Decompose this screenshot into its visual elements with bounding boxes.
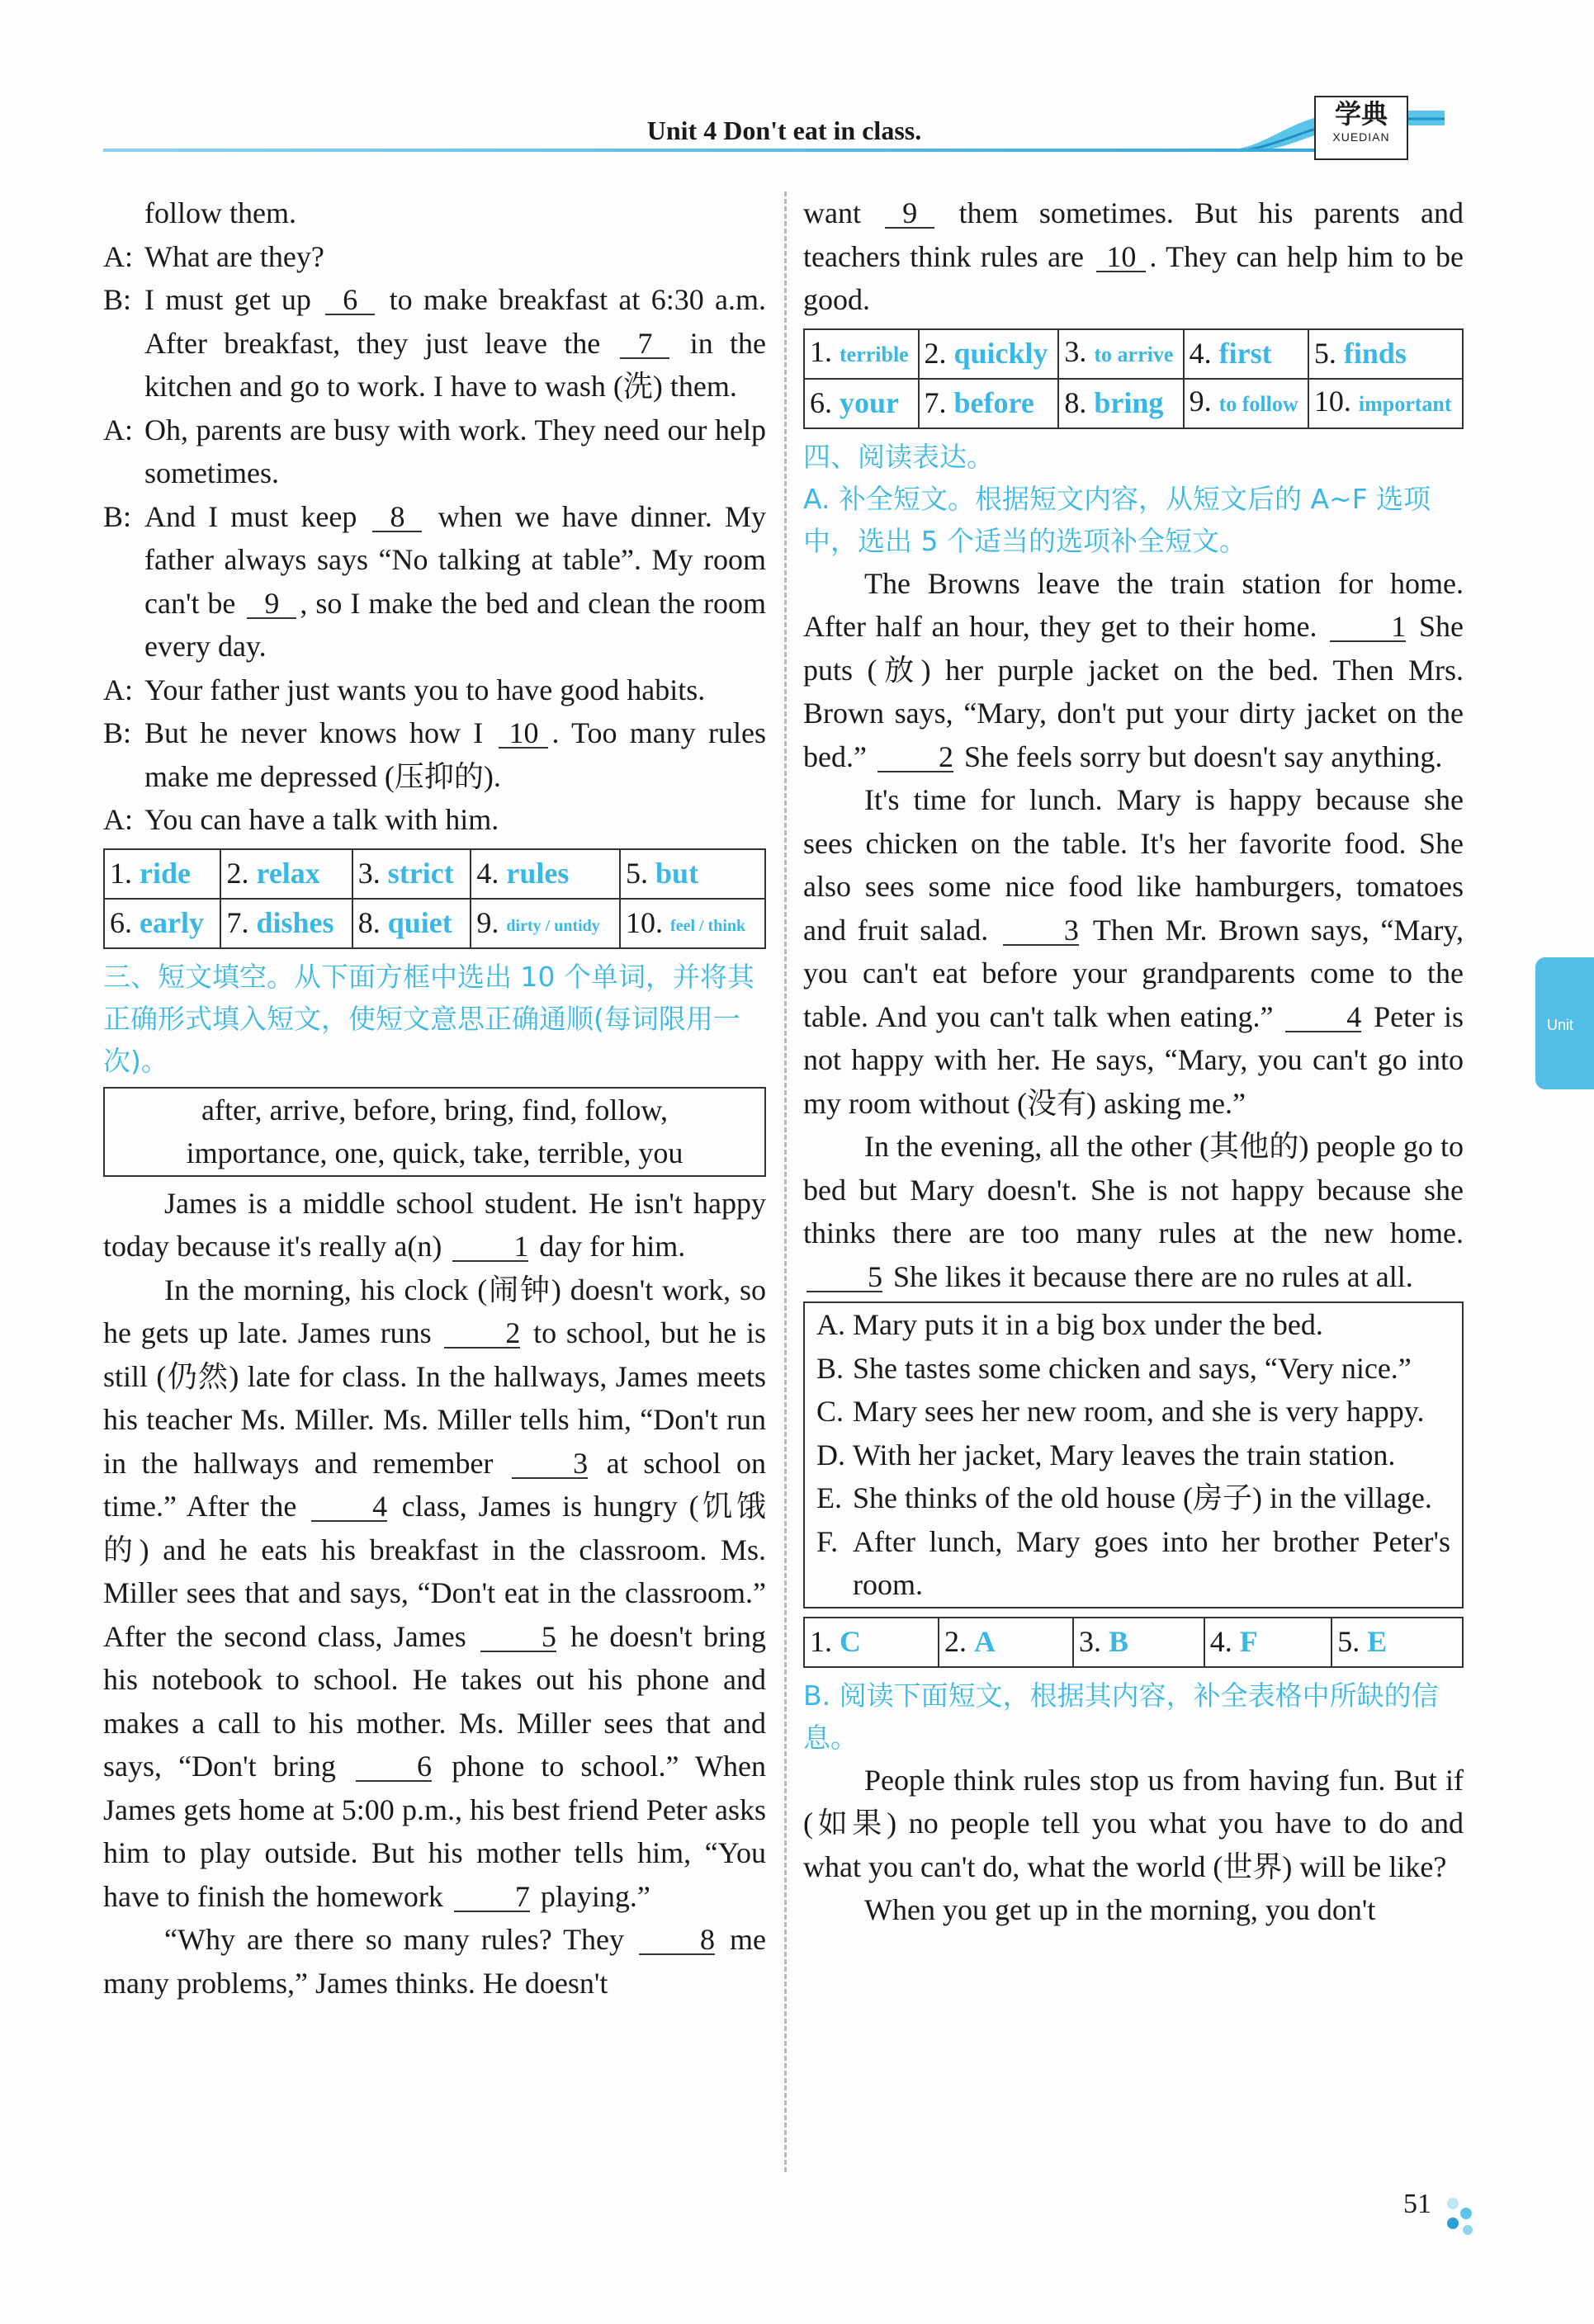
logo-cn-text: 学典 — [1334, 98, 1388, 130]
dialog-line — [103, 191, 766, 235]
answer-value: terrible — [840, 342, 909, 367]
answer-cell — [1308, 379, 1463, 428]
text-run: when we have dinner. My father always says “No talking at table”. My room can't be — [144, 499, 766, 620]
answer-value: relax — [256, 857, 320, 890]
answer-blank[interactable]: 9 — [885, 199, 934, 229]
answer-value: early — [140, 906, 204, 940]
text-run: I must get up — [144, 283, 323, 316]
text-run: in the kitchen and go to work. I have to wash (洗) them. — [144, 326, 767, 403]
dialog-text — [144, 668, 766, 712]
text-run: playing.” — [532, 1879, 650, 1913]
answer-value: quickly — [953, 337, 1048, 371]
answer-row — [804, 379, 1463, 428]
text-run: James is a middle school student. He isn't happy today because it's really a(n) — [103, 1186, 766, 1263]
text-run: he doesn't bring his notebook to school. He takes out his phone and makes a call to his mother. Ms. Miller sees that and says, “Don't bring — [103, 1619, 766, 1783]
passage-paragraph — [103, 1918, 766, 2005]
answer-number: 2. — [924, 337, 954, 371]
answer-blank[interactable]: 5 — [806, 1263, 882, 1292]
dialog-text — [144, 191, 766, 235]
passage-paragraph — [803, 562, 1464, 779]
text-run: phone to school.” When James gets home at 5:00 p.m., his best friend Peter asks him to play outside. But his mother tells him, “You have to finish the homework — [103, 1750, 767, 1913]
text-run: . Too many rules make me depressed (压抑的). — [144, 716, 766, 793]
answer-value: ride — [140, 857, 191, 890]
answer-blank[interactable]: 1 — [1330, 612, 1406, 642]
text-run: What are they? — [144, 239, 324, 273]
answer-number: 5. — [1313, 337, 1344, 371]
answer-number: 9. — [476, 906, 507, 940]
answer-value: to follow — [1218, 392, 1298, 417]
right-column — [803, 191, 1464, 1932]
option-item — [816, 1347, 1450, 1391]
passageB-paragraph: People think rules stop us from having fun. But if (如果) no people tell you what you have to do and what you can't do, what the world (世界) will be like? — [803, 1763, 1464, 1883]
answer-number: 5. — [1337, 1625, 1368, 1659]
answer-cell — [620, 849, 765, 899]
answer-value: quiet — [387, 906, 452, 940]
answer-cell — [471, 899, 620, 948]
answer-cell — [220, 899, 352, 948]
answer-cell — [1204, 1618, 1331, 1667]
answer-cell — [471, 849, 620, 899]
text-run: Peter is not happy with her. He says, “Mary, you can't go into my room without (没有) asking me.” — [803, 999, 1464, 1120]
answer-cell — [1073, 1618, 1204, 1667]
answer-number: 2. — [226, 857, 257, 890]
answer-cell — [620, 899, 765, 948]
text-run: “Why are there so many rules? They — [164, 1923, 636, 1956]
answer-blank[interactable]: 3 — [512, 1449, 588, 1479]
option-text: She thinks of the old house (房子) in the village. — [853, 1481, 1432, 1514]
unit-side-tab[interactable] — [1535, 957, 1594, 1089]
answer-number: 5. — [626, 857, 656, 890]
dialog-line — [103, 235, 766, 279]
dialog-text — [144, 235, 766, 279]
dialog-speaker: B: — [103, 499, 132, 533]
option-item — [816, 1390, 1450, 1434]
option-item — [816, 1434, 1450, 1477]
answer-value: your — [840, 386, 899, 420]
answer-blank[interactable]: 9 — [247, 589, 296, 619]
dialog-line — [103, 495, 766, 668]
dialog-text — [144, 798, 766, 842]
answer-blank[interactable]: 5 — [480, 1623, 556, 1652]
answer-blank[interactable]: 4 — [311, 1492, 387, 1522]
answer-number: 6. — [110, 906, 140, 940]
answer-value: E — [1367, 1625, 1388, 1659]
text-run: The Browns leave the train station for home. After half an hour, they get to their home. — [803, 566, 1464, 643]
answer-value: feel / think — [670, 916, 746, 935]
option-text: She tastes some chicken and says, “Very nice.” — [853, 1351, 1412, 1385]
text-run: me many problems,” James thinks. He doesn't — [103, 1923, 766, 2000]
text-run: And I must keep — [144, 499, 370, 533]
passage-section4A — [803, 562, 1464, 1299]
answer-cell — [1058, 329, 1183, 379]
dialog-speaker: A: — [103, 673, 133, 706]
answer-blank[interactable]: 3 — [1003, 916, 1079, 946]
answer-cell — [1308, 329, 1463, 379]
dialog-line — [103, 409, 766, 495]
answer-blank[interactable]: 6 — [356, 1752, 432, 1782]
answer-value: important — [1358, 392, 1452, 417]
page-number: 51 — [1403, 2189, 1431, 2219]
answer-cell — [804, 1618, 939, 1667]
word-box — [103, 1087, 766, 1177]
answer-blank[interactable]: 2 — [444, 1319, 520, 1349]
passage-paragraph — [103, 1182, 766, 1268]
option-letter: E. — [816, 1481, 842, 1514]
answer-number: 4. — [476, 857, 507, 890]
answer-number: 6. — [810, 386, 840, 420]
text-run: . They can help him to be good. — [803, 239, 1464, 316]
passage-paragraph — [803, 778, 1464, 1125]
publisher-logo — [1314, 96, 1408, 160]
text-run: In the evening, all the other (其他的) people go to bed but Mary doesn't. She is not happy because she thinks there are too many rules at the new home. — [803, 1130, 1464, 1249]
answer-blank[interactable]: 7 — [454, 1882, 530, 1912]
answer-value: dirty / untidy — [506, 916, 600, 935]
dialog-line — [103, 711, 766, 798]
answer-cell — [104, 849, 220, 899]
option-letter: F. — [816, 1524, 839, 1558]
answer-cell — [352, 899, 471, 948]
answer-cell — [939, 1618, 1073, 1667]
dialog-speaker: B: — [103, 716, 132, 749]
text-run: It's time for lunch. Mary is happy because she sees chicken on the table. It's her favorite food. She also sees some nice food like hamburgers, tomatoes and fruit salad. — [803, 783, 1464, 947]
answer-cell — [1331, 1618, 1463, 1667]
text-run: You can have a talk with him. — [144, 803, 499, 836]
page-dots-decoration — [1436, 2195, 1486, 2237]
answer-blank[interactable]: 1 — [452, 1232, 528, 1262]
answer-value: A — [974, 1625, 996, 1659]
answer-table-section2 — [103, 848, 766, 949]
answer-value: B — [1109, 1625, 1129, 1659]
dialog-line — [103, 278, 766, 409]
dialog-text — [144, 278, 766, 409]
passage-section3 — [103, 1182, 766, 2005]
unit-side-tab-label: Unit — [1547, 1017, 1574, 1033]
dialog-line — [103, 668, 766, 712]
dialog-text — [144, 495, 766, 668]
logo-en-text: XUEDIAN — [1332, 130, 1390, 144]
passage-paragraph — [103, 1268, 766, 1919]
word-box-line: after, arrive, before, bring, find, follow, — [201, 1093, 668, 1127]
answer-cell — [804, 379, 919, 428]
page-title: Unit 4 Don't eat in class. — [646, 116, 922, 145]
dialog-speaker: A: — [103, 239, 133, 273]
dialog-speaker: A: — [103, 413, 133, 446]
answer-cell — [919, 329, 1059, 379]
answer-blank[interactable]: 8 — [639, 1925, 715, 1955]
answer-blank[interactable]: 10 — [1096, 243, 1146, 272]
option-item — [816, 1520, 1450, 1607]
text-run: Oh, parents are busy with work. They need our help sometimes. — [144, 413, 766, 489]
answer-blank[interactable]: 10 — [499, 719, 548, 749]
answer-row — [804, 1618, 1463, 1667]
option-item — [816, 1476, 1450, 1520]
dialog-speaker: A: — [103, 803, 133, 836]
answer-number: 2. — [944, 1625, 975, 1659]
option-letter: A. — [816, 1308, 845, 1341]
answer-number: 3. — [1079, 1625, 1109, 1659]
text-run: Then Mr. Brown says, “Mary, you can't eat before your grandparents come to the table. And you can't talk when eating.” — [803, 913, 1464, 1033]
text-run: She feels sorry but doesn't say anything. — [956, 739, 1443, 773]
word-box-line: importance, one, quick, take, terrible, you — [186, 1136, 683, 1169]
answer-value: dishes — [256, 906, 334, 940]
answer-number: 1. — [110, 857, 140, 890]
dialog-speaker: B: — [103, 283, 132, 316]
answer-number: 10. — [626, 906, 671, 940]
text-run: Your father just wants you to have good habits. — [144, 673, 706, 706]
option-text: After lunch, Mary goes into her brother Peter's room. — [853, 1524, 1450, 1601]
answer-cell — [1184, 329, 1308, 379]
text-run: follow them. — [144, 196, 296, 229]
passageB-paragraph: When you get up in the morning, you don't — [864, 1893, 1376, 1926]
answer-row — [804, 329, 1463, 379]
dialog-line — [103, 798, 766, 842]
sectionA-heading: A. 补全短文。根据短文内容，从短文后的 A~F 选项中，选出 5 个适当的选项补全短文。 — [803, 482, 1431, 557]
dialog — [103, 191, 766, 842]
section3-heading: 三、短文填空。从下面方框中选出 10 个单词，并将其正确形式填入短文，使短文意思正确通顺(每词限用一次)。 — [103, 960, 754, 1077]
answer-value: but — [655, 857, 699, 890]
answer-value: C — [840, 1625, 861, 1659]
text-run: She puts (放) her purple jacket on the bed. Then Mrs. Brown says, “Mary, don't put your dirty jacket on the bed.” — [803, 610, 1464, 773]
text-run: to make breakfast at 6:30 a.m. After breakfast, they just leave the — [144, 283, 766, 360]
answer-number: 8. — [357, 906, 388, 940]
section4-heading: 四、阅读表达。 — [803, 440, 994, 473]
header-rule — [103, 149, 1325, 152]
answer-value: to arrive — [1094, 342, 1174, 367]
text-run: want — [803, 196, 882, 229]
answer-table-section4A — [803, 1617, 1464, 1668]
answer-blank[interactable]: 6 — [325, 286, 375, 315]
answer-value: bring — [1094, 386, 1164, 420]
option-item — [816, 1303, 1450, 1347]
answer-number: 3. — [1064, 335, 1095, 369]
answer-blank[interactable]: 7 — [620, 329, 669, 359]
text-run: But he never knows how I — [144, 716, 496, 749]
answer-number: 7. — [924, 386, 954, 420]
answer-value: first — [1218, 337, 1272, 371]
answer-cell — [1058, 379, 1183, 428]
sectionB-heading: B. 阅读下面短文，根据其内容，补全表格中所缺的信息。 — [803, 1679, 1439, 1754]
text-run: them sometimes. But his parents and teachers think rules are — [803, 196, 1464, 273]
answer-number: 8. — [1064, 386, 1095, 420]
answer-number: 10. — [1313, 385, 1359, 418]
passage-paragraph — [803, 1125, 1464, 1298]
answer-cell — [220, 849, 352, 899]
answer-number: 4. — [1209, 1625, 1240, 1659]
answer-number: 1. — [810, 1625, 840, 1659]
option-text: With her jacket, Mary leaves the train station. — [853, 1438, 1396, 1471]
answer-value: finds — [1343, 337, 1407, 371]
passage-section3-continued — [803, 191, 1464, 322]
answer-cell — [104, 899, 220, 948]
answer-blank[interactable]: 8 — [372, 503, 422, 532]
answer-cell — [804, 329, 919, 379]
answer-blank[interactable]: 4 — [1285, 1003, 1361, 1032]
option-letter: C. — [816, 1395, 844, 1428]
answer-number: 9. — [1189, 385, 1219, 418]
answer-value: strict — [387, 857, 454, 890]
dialog-text — [144, 711, 766, 798]
answer-cell — [352, 849, 471, 899]
option-text: Mary sees her new room, and she is very happy. — [853, 1395, 1425, 1428]
text-run: In the morning, his clock (闹钟) doesn't work, so he gets up late. James runs — [103, 1273, 766, 1349]
dialog-text — [144, 409, 766, 495]
answer-blank[interactable]: 2 — [877, 743, 953, 772]
answer-value: F — [1239, 1625, 1258, 1659]
answer-number: 4. — [1189, 337, 1219, 371]
options-box — [803, 1301, 1464, 1608]
answer-row — [104, 849, 765, 899]
text-run: to school, but he is still (仍然) late for class. In the hallways, James meets his teacher Ms. Miller. Ms. Miller tells him, “Don't run in the hallways and remember — [103, 1316, 767, 1480]
option-text: Mary puts it in a big box under the bed. — [853, 1308, 1323, 1341]
text-run: day for him. — [532, 1230, 686, 1263]
text-run: class, James is hungry (饥饿的) and he eats his breakfast in the classroom. Ms. Miller sees that and says, “Don't eat in the classroom.” After the second class, James — [103, 1490, 766, 1653]
answer-value: before — [953, 386, 1034, 420]
option-letter: D. — [816, 1438, 845, 1471]
answer-cell — [1184, 379, 1308, 428]
left-column — [103, 191, 766, 2005]
answer-row — [104, 899, 765, 948]
column-divider — [784, 191, 787, 2172]
answer-number: 7. — [226, 906, 257, 940]
answer-number: 1. — [810, 335, 840, 369]
text-run: , so I make the bed and clean the room every day. — [144, 586, 766, 663]
text-run: at school on time.” After the — [103, 1446, 766, 1523]
answer-table-section3 — [803, 328, 1464, 429]
answer-value: rules — [506, 857, 570, 890]
text-run: She likes it because there are no rules at all. — [886, 1259, 1413, 1293]
answer-number: 3. — [357, 857, 388, 890]
option-letter: B. — [816, 1351, 844, 1385]
answer-cell — [919, 379, 1059, 428]
